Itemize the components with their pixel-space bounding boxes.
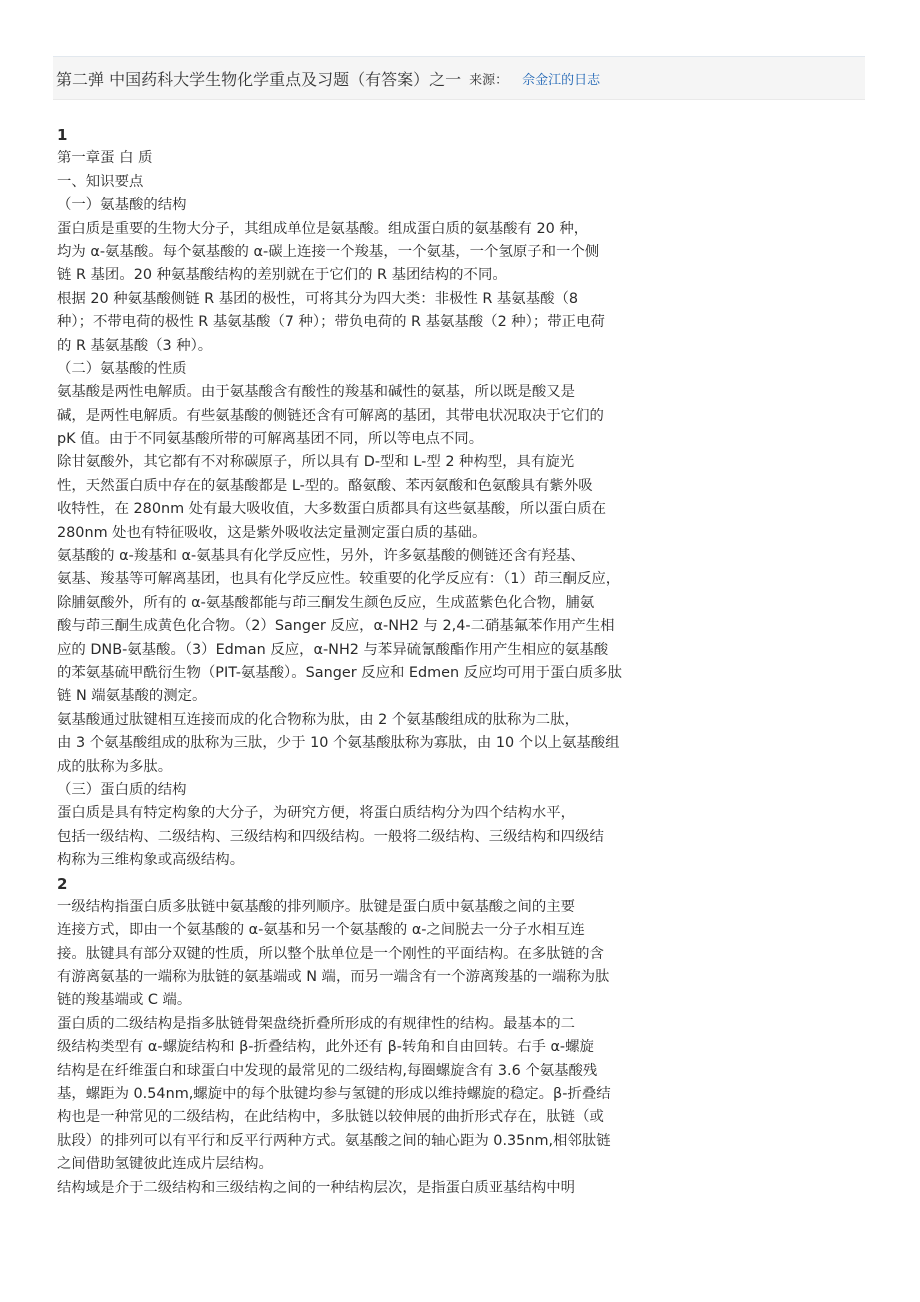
text-line: 酸与茚三酮生成黄色化合物。（2）Sanger 反应，α-NH2 与 2,4-二硝基氟苯作用产生相 xyxy=(57,618,615,635)
text-line: 根据 20 种氨基酸侧链 R 基团的极性，可将其分为四大类：非极性 R 基氨基酸（8 xyxy=(57,290,579,307)
text-line: 结构域是介于二级结构和三级结构之间的一种结构层次，是指蛋白质亚基结构中明 xyxy=(57,1179,576,1196)
text-line: 280nm 处也有特征吸收，这是紫外吸收法定量测定蛋白质的基础。 xyxy=(57,524,487,541)
text-line: 一、知识要点 xyxy=(57,173,144,190)
section-number: 1 xyxy=(57,126,68,144)
text-line: 基，螺距为 0.54nm,螺旋中的每个肽键均参与氢键的形成以维持螺旋的稳定。β-折叠结 xyxy=(57,1086,611,1103)
text-line: 碱，是两性电解质。有些氨基酸的侧链还含有可解离的基团，其带电状况取决于它们的 xyxy=(57,407,604,424)
text-line: 蛋白质的二级结构是指多肽链骨架盘绕折叠所形成的有规律性的结构。最基本的二 xyxy=(57,1015,576,1032)
text-line: 性，天然蛋白质中存在的氨基酸都是 L-型的。酪氨酸、苯丙氨酸和色氨酸具有紫外吸 xyxy=(57,477,593,494)
text-line: 链 R 基团。20 种氨基酸结构的差别就在于它们的 R 基团结构的不同。 xyxy=(57,267,507,284)
text-line: 之间借助氢键彼此连成片层结构。 xyxy=(57,1156,273,1173)
text-line: 包括一级结构、二级结构、三级结构和四级结构。一般将二级结构、三级结构和四级结 xyxy=(57,828,604,845)
text-line: 氨基酸的 α-羧基和 α-氨基具有化学反应性，另外，许多氨基酸的侧链还含有羟基、 xyxy=(57,548,585,565)
text-line: 蛋白质是重要的生物大分子，其组成单位是氨基酸。组成蛋白质的氨基酸有 20 种， xyxy=(57,220,589,237)
text-line: （一）氨基酸的结构 xyxy=(57,197,187,214)
text-line: 氨基酸通过肽键相互连接而成的化合物称为肽，由 2 个氨基酸组成的肽称为二肽， xyxy=(57,711,579,728)
text-line: 蛋白质是具有特定构象的大分子，为研究方便，将蛋白质结构分为四个结构水平， xyxy=(57,805,576,822)
text-line: 链的羧基端或 C 端。 xyxy=(57,992,192,1009)
text-line: 由 3 个氨基酸组成的肽称为三肽，少于 10 个氨基酸肽称为寡肽，由 10 个以上氨基酸组 xyxy=(57,735,620,752)
text-line: 氨基酸是两性电解质。由于氨基酸含有酸性的羧基和碱性的氨基，所以既是酸又是 xyxy=(57,384,576,401)
section-number: 2 xyxy=(57,874,68,893)
text-line: 成的肽称为多肽。 xyxy=(57,758,173,775)
text-line: 构也是一种常见的二级结构，在此结构中，多肽链以较伸展的曲折形式存在，肽链（或 xyxy=(57,1109,604,1126)
text-line: 连接方式，即由一个氨基酸的 α-氨基和另一个氨基酸的 α-之间脱去一分子水相互连 xyxy=(57,922,585,939)
text-line: 应的 DNB-氨基酸。（3）Edman 反应，α-NH2 与苯异硫氰酸酯作用产生相应的氨基酸 xyxy=(57,641,609,658)
text-line: 有游离氨基的一端称为肽链的氨基端或 N 端，而另一端含有一个游离羧基的一端称为肽 xyxy=(57,969,610,986)
text-line: 种）；不带电荷的极性 R 基氨基酸（7 种）；带负电荷的 R 基氨基酸（2 种）；带正电荷 xyxy=(57,314,605,331)
text-line: 均为 α-氨基酸。每个氨基酸的 α-碳上连接一个羧基，一个氨基，一个氢原子和一个侧 xyxy=(57,243,600,260)
text-line: 的 R 基氨基酸（3 种）。 xyxy=(57,337,213,354)
text-line: 一级结构指蛋白质多肽链中氨基酸的排列顺序。肽键是蛋白质中氨基酸之间的主要 xyxy=(57,898,576,915)
text-line: 结构是在纤维蛋白和球蛋白中发现的最常见的二级结构,每圈螺旋含有 3.6 个氨基酸残 xyxy=(57,1062,598,1079)
text-line: （三）蛋白质的结构 xyxy=(57,781,187,798)
text-line: 的苯氨基硫甲酰衍生物（PIT-氨基酸）。Sanger 反应和 Edmen 反应均可用于蛋白质多肽 xyxy=(57,664,623,681)
text-line: （二）氨基酸的性质 xyxy=(57,360,187,377)
text-line: 链 N 端氨基酸的测定。 xyxy=(57,688,207,705)
text-line: 收特性，在 280nm 处有最大吸收值，大多数蛋白质都具有这些氨基酸，所以蛋白质在 xyxy=(57,501,607,518)
text-line: 除脯氨酸外，所有的 α-氨基酸都能与茚三酮发生颜色反应，生成蓝紫色化合物，脯氨 xyxy=(57,594,595,611)
text-line: 肽段）的排列可以有平行和反平行两种方式。氨基酸之间的轴心距为 0.35nm,相邻肽链 xyxy=(57,1132,611,1149)
document-body xyxy=(57,124,827,1200)
text-line: 构称为三维构象或高级结构。 xyxy=(57,852,245,869)
source-link[interactable]: 佘金江的日志 xyxy=(522,72,601,88)
text-line: 接。肽键具有部分双键的性质，所以整个肽单位是一个刚性的平面结构。在多肽链的含 xyxy=(57,945,604,962)
text-line: pK 值。由于不同氨基酸所带的可解离基团不同，所以等电点不同。 xyxy=(57,431,484,448)
document-header xyxy=(53,56,865,100)
text-line: 级结构类型有 α-螺旋结构和 β-折叠结构，此外还有 β-转角和自由回转。右手 α-螺旋 xyxy=(57,1039,594,1056)
source-label: 来源： xyxy=(469,72,509,88)
document-title: 第二弹 中国药科大学生物化学重点及习题（有答案）之一 xyxy=(56,69,462,89)
text-line: 除甘氨酸外，其它都有不对称碳原子，所以具有 D-型和 L-型 2 种构型，具有旋光 xyxy=(57,454,575,471)
text-line: 氨基、羧基等可解离基团，也具有化学反应性。较重要的化学反应有：（1）茚三酮反应， xyxy=(57,571,621,588)
text-line: 第一章蛋 白 质 xyxy=(57,150,153,167)
